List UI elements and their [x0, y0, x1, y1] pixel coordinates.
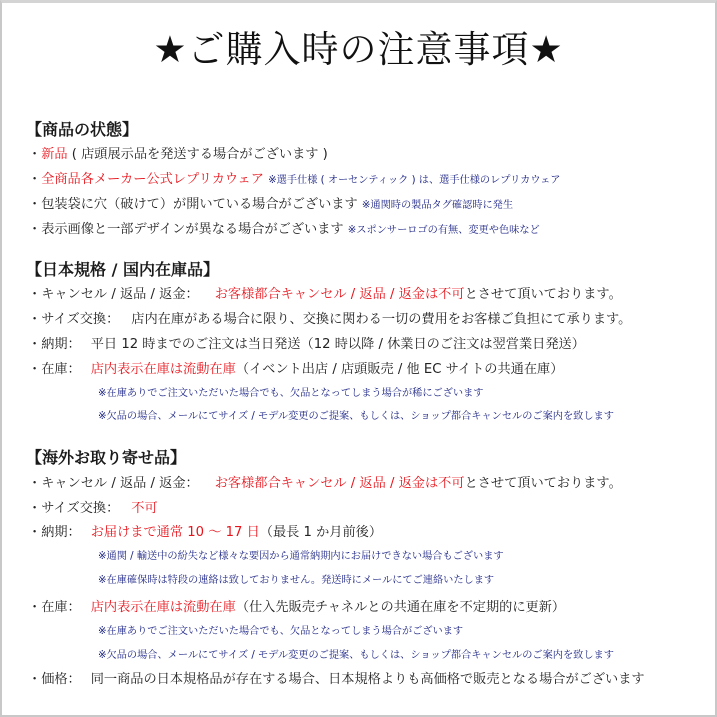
- bullet: ・: [28, 525, 42, 540]
- row-label: 納期：: [41, 525, 81, 540]
- bullet: ・: [28, 312, 42, 327]
- section-heading-overseas: 【海外お取り寄せ品】: [26, 448, 187, 467]
- row-label: キャンセル / 返品 / 返金：: [41, 476, 199, 491]
- highlight-text: お客様都合キャンセル / 返品 / 返金は不可: [214, 476, 465, 491]
- page-title: ★ご購入時の注意事項★: [153, 28, 564, 71]
- highlight-text: 不可: [131, 501, 158, 516]
- row-label: サイズ交換：: [41, 312, 120, 327]
- domestic-row-cancel: [28, 286, 622, 304]
- domestic-row-delivery: [28, 336, 585, 354]
- row-label: 在庫：: [41, 362, 81, 377]
- bullet: ・: [28, 222, 42, 237]
- condition-row-replica: [28, 171, 561, 190]
- condition-row-design: [28, 221, 540, 240]
- highlight-text: 店内表示在庫は流動在庫: [90, 362, 236, 377]
- overseas-row-size-exchange: [28, 500, 158, 518]
- bullet: ・: [28, 197, 42, 212]
- overseas-row-delivery: [28, 524, 382, 542]
- overseas-stock-note-1: ※在庫ありでご注文いただいた場合でも、欠品となってしまう場合がございます: [98, 626, 464, 637]
- row-text: （仕入先販売チャネルとの共通在庫を不定期的に更新）: [235, 600, 566, 615]
- bullet: ・: [28, 600, 42, 615]
- bullet: ・: [28, 337, 42, 352]
- highlight-text: お客様都合キャンセル / 返品 / 返金は不可: [214, 287, 465, 302]
- bullet: ・: [28, 362, 42, 377]
- bullet: ・: [28, 287, 42, 302]
- row-text: 平日 12 時までのご注文は当日発送（12 時以降 / 休業日のご注文は翌営業日発送）: [90, 337, 585, 352]
- row-text: 同一商品の日本規格品が存在する場合、日本規格よりも高価格で販売となる場合がございます: [90, 672, 645, 687]
- domestic-stock-note-1: ※在庫ありでご注文いただいた場合でも、欠品となってしまう場合が稀にございます: [98, 388, 484, 399]
- row-label: 在庫：: [41, 600, 81, 615]
- overseas-row-price: [28, 671, 645, 689]
- row-text: （最長 1 か月前後）: [259, 525, 383, 540]
- row-label: サイズ交換：: [41, 501, 120, 516]
- highlight-text: お届けまで通常 10 ～ 17 日: [90, 525, 260, 540]
- bullet: ・: [28, 501, 42, 516]
- section-heading-condition: 【商品の状態】: [26, 120, 139, 139]
- overseas-delivery-note-1: ※通関 / 輸送中の紛失など様々な要因から通常納期内にお届けできない場合もございます: [98, 551, 504, 562]
- note-text: ※通関時の製品タグ確認時に発生: [361, 200, 514, 211]
- domestic-stock-note-2: ※欠品の場合、メールにてサイズ / モデル変更のご提案、もしくは、ショップ都合キャンセルのご案内を致します: [98, 411, 614, 422]
- overseas-stock-note-2: ※欠品の場合、メールにてサイズ / モデル変更のご提案、もしくは、ショップ都合キャンセルのご案内を致します: [98, 650, 614, 661]
- row-label: キャンセル / 返品 / 返金：: [41, 287, 199, 302]
- note-text: ※スポンサーロゴの有無、変更や色味など: [347, 225, 540, 236]
- bullet: ・: [28, 172, 42, 187]
- bullet: ・: [28, 476, 42, 491]
- row-text: 店内在庫がある場合に限り、交換に関わる一切の費用をお客様ご負担にて承ります。: [131, 312, 632, 327]
- section-heading-domestic: 【日本規格 / 国内在庫品】: [26, 260, 219, 279]
- domestic-row-size-exchange: [28, 311, 631, 329]
- row-label: 価格：: [41, 672, 81, 687]
- row-text: ( 店頭展示品を発送する場合がございます ): [67, 147, 328, 162]
- condition-row-new: [28, 146, 328, 164]
- overseas-delivery-note-2: ※在庫確保時は特段の連絡は致しておりません。発送時にメールにてご連絡いたします: [98, 575, 495, 586]
- note-text: ※選手仕様 ( オーセンティック ) は、選手仕様のレプリカウェア: [268, 175, 561, 186]
- row-text: とさせて頂いております。: [464, 476, 622, 491]
- highlight-text: 新品: [41, 147, 68, 162]
- condition-row-packaging: [28, 196, 513, 215]
- row-text: （イベント出店 / 店頭販売 / 他 EC サイトの共通在庫）: [235, 362, 564, 377]
- row-text: 包装袋に穴（破けて）が開いている場合がございます: [41, 197, 358, 212]
- highlight-text: 全商品各メーカー公式レプリカウェア: [41, 172, 264, 187]
- bullet: ・: [28, 147, 42, 162]
- domestic-row-stock: [28, 361, 563, 379]
- row-label: 納期：: [41, 337, 81, 352]
- overseas-row-cancel: [28, 475, 622, 493]
- row-text: とさせて頂いております。: [464, 287, 622, 302]
- row-text: 表示画像と一部デザインが異なる場合がございます: [41, 222, 344, 237]
- bullet: ・: [28, 672, 42, 687]
- overseas-row-stock: [28, 599, 565, 617]
- highlight-text: 店内表示在庫は流動在庫: [90, 600, 236, 615]
